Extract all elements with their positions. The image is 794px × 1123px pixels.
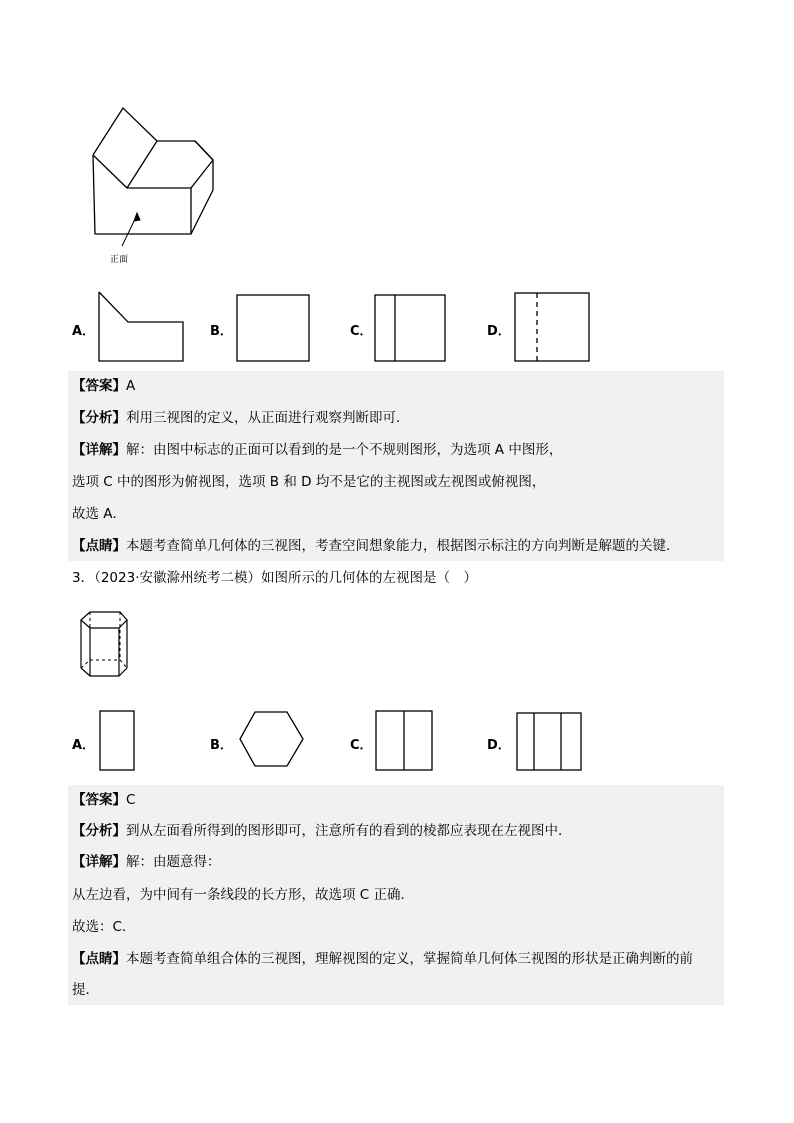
q3-option-b-shape xyxy=(239,711,305,769)
q2-option-a-shape xyxy=(98,291,186,363)
q3-comment-continued: 提． xyxy=(72,982,99,998)
q2-option-b-label: B． xyxy=(210,324,233,339)
q3-detail-line3: 故选：C． xyxy=(72,919,136,935)
q3-detail-line1: 【详解】解：由题意得： xyxy=(72,854,221,870)
q2-figure-caption: 正面 xyxy=(110,255,129,265)
q2-option-c-shape xyxy=(374,294,448,364)
q2-solid-figure xyxy=(85,100,225,240)
q3-analysis: 【分析】到从左面看所得到的图形即可，注意所有的看到的棱都应表现在左视图中． xyxy=(72,823,572,839)
q2-option-a-label: A． xyxy=(72,324,96,339)
q2-comment: 【点睛】本题考查简单几何体的三视图，考查空间想象能力，根据图示标注的方向判断是解题的关键． xyxy=(72,538,680,554)
q3-option-c-label: C． xyxy=(350,738,373,753)
q2-option-d-label: D． xyxy=(487,324,511,339)
q3-option-d-shape xyxy=(516,712,584,772)
q2-option-d-shape xyxy=(514,292,592,364)
q2-detail-line3: 故选 A． xyxy=(72,506,127,522)
q3-solution-panel xyxy=(68,785,724,1005)
q3-comment: 【点睛】本题考查简单组合体的三视图，理解视图的定义，掌握简单几何体三视图的形状是正确判断的前 xyxy=(72,951,693,967)
q2-answer: 【答案】A xyxy=(72,378,136,394)
q3-hex-prism-figure xyxy=(78,610,132,682)
q3-option-a-label: A． xyxy=(72,738,96,753)
q2-option-c-label: C． xyxy=(350,324,373,339)
q2-analysis: 【分析】利用三视图的定义，从正面进行观察判断即可． xyxy=(72,410,410,426)
q3-option-b-label: B． xyxy=(210,738,233,753)
q3-option-d-label: D． xyxy=(487,738,511,753)
q2-option-b-shape xyxy=(236,294,312,364)
q2-detail-line1: 【详解】解：由图中标志的正面可以看到的是一个不规则图形，为选项 A 中图形， xyxy=(72,442,563,458)
q2-solution-panel xyxy=(68,371,724,561)
q3-title: 3．（2023·安徽滁州统考二模）如图所示的几何体的左视图是（ ） xyxy=(72,570,477,586)
q3-answer: 【答案】C xyxy=(72,792,136,808)
q3-detail-line2: 从左边看，为中间有一条线段的长方形，故选项 C 正确． xyxy=(72,887,415,903)
q3-option-a-shape xyxy=(99,710,137,772)
q2-detail-line2: 选项 C 中的图形为俯视图，选项 B 和 D 均不是它的主视图或左视图或俯视图， xyxy=(72,474,546,490)
q3-option-c-shape xyxy=(375,710,435,772)
